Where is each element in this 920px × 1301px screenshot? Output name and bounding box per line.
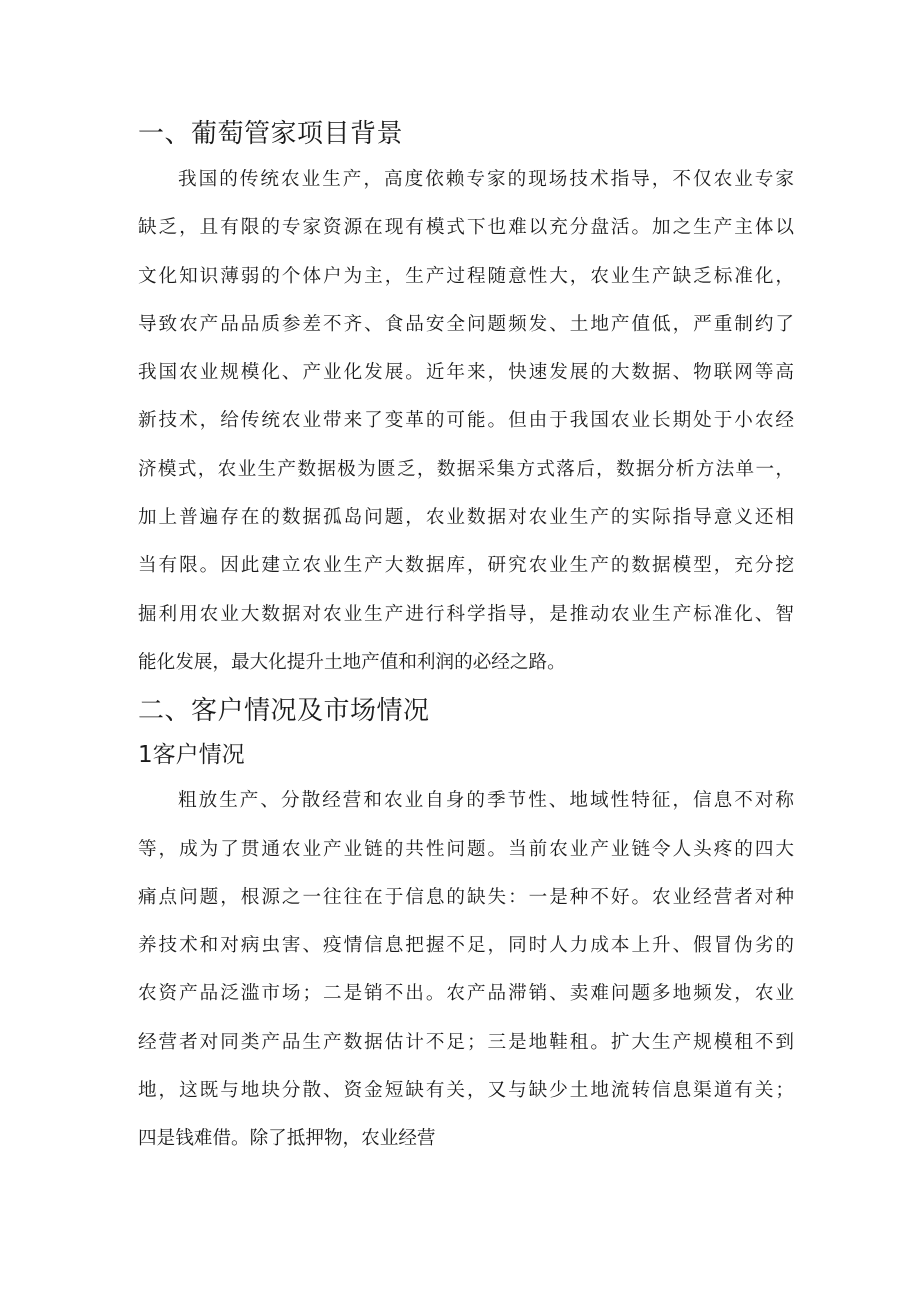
paragraph-line: 四是钱难借。除了抵押物，农业经营: [138, 1128, 436, 1150]
paragraph-line: 等，成为了贯通农业产业链的共性问题。当前农业产业链令人头疼的四大: [138, 838, 794, 860]
paragraph-line: 粗放生产、分散经营和农业自身的季节性、地域性特征，信息不对称: [178, 790, 794, 812]
section-2-paragraph: [138, 777, 794, 1163]
paragraph-line: 缺乏，且有限的专家资源在现有模式下也难以充分盘活。加之生产主体以: [138, 217, 794, 239]
paragraph-line: 能化发展，最大化提升土地产值和利润的必经之路。: [138, 651, 566, 673]
paragraph-line: 农资产品泛滥市场；二是销不出。农产品滞销、卖难问题多地频发，农业: [138, 983, 794, 1005]
paragraph-line: 文化知识薄弱的个体户为主，生产过程随意性大，农业生产缺乏标准化，: [138, 265, 794, 287]
section-2-heading: 二、客户情况及市场情况: [138, 696, 430, 727]
section-1-heading: 一、葡萄管家项目背景: [138, 119, 404, 149]
section-1-paragraph: [138, 156, 794, 687]
subsection-heading: 1客户情况: [138, 742, 245, 769]
paragraph-line: 当有限。因此建立农业生产大数据库，研究农业生产的数据模型，充分挖: [138, 555, 794, 577]
paragraph-line: 经营者对同类产品生产数据估计不足；三是地鞋租。扩大生产规模租不到: [138, 1031, 794, 1053]
document-page: [138, 112, 794, 1164]
paragraph-line: 地，这既与地块分散、资金短缺有关，又与缺少土地流转信息渠道有关；: [138, 1080, 794, 1102]
paragraph-line: 养技术和对病虫害、疫情信息把握不足，同时人力成本上升、假冒伪劣的: [138, 935, 794, 957]
paragraph-line: 我国的传统农业生产，高度依赖专家的现场技术指导，不仅农业专家: [178, 169, 794, 190]
paragraph-line: 掘利用农业大数据对农业生产进行科学指导，是推动农业生产标准化、智: [138, 603, 794, 625]
paragraph-line: 济模式，农业生产数据极为匮乏，数据采集方式落后，数据分析方法单一，: [138, 458, 794, 480]
paragraph-line: 我国农业规模化、产业化发展。近年来，快速发展的大数据、物联网等高: [138, 362, 794, 384]
paragraph-line: 新技术，给传统农业带来了变革的可能。但由于我国农业长期处于小农经: [138, 410, 794, 432]
paragraph-line: 痛点问题，根源之一往往在于信息的缺失：一是种不好。农业经营者对种: [138, 886, 794, 908]
paragraph-line: 加上普遍存在的数据孤岛问题，农业数据对农业生产的实际指导意义还相: [138, 507, 794, 529]
paragraph-line: 导致农产品品质参差不齐、食品安全问题频发、土地产值低，严重制约了: [138, 313, 794, 335]
